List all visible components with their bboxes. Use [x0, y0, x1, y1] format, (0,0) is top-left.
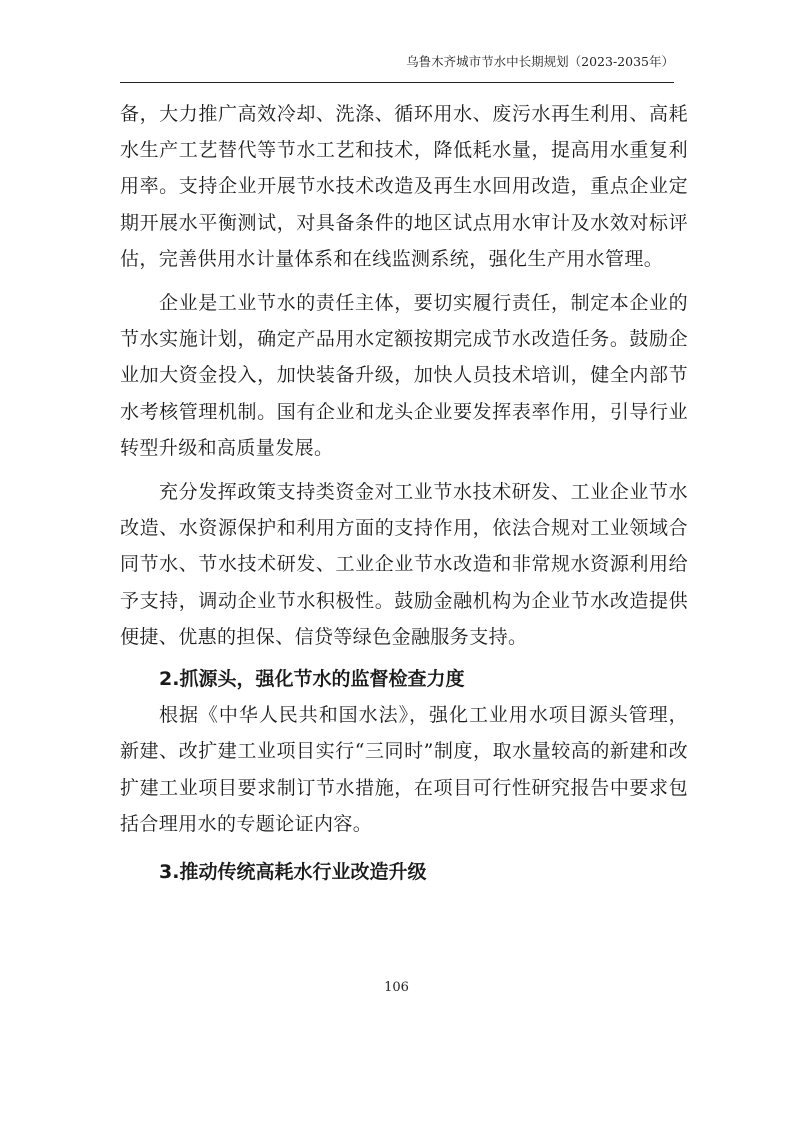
paragraph-enterprise-responsibility: 企业是工业节水的责任主体，要切实履行责任，制定本企业的节水实施计划，确定产品用水定额按期完成节水改造任务。鼓励企业加大资金投入，加快装备升级，加快人员技术培训，健全内部节水考核管理机制。国有企业和龙头企业要发挥表率作用，引导行业转型升级和高质量发展。	[120, 292, 688, 459]
page-number: 106	[384, 980, 409, 995]
paragraph-continuation: 备，大力推广高效冷却、洗涤、循环用水、废污水再生利用、高耗水生产工艺替代等节水工艺和技术，降低耗水量，提高用水重复利用率。支持企业开展节水技术改造及再生水回用改造，重点企业定期开展水平衡测试，对具备条件的地区试点用水审计及水效对标评估，完善供用水计量体系和在线监测系统，强化生产用水管理。	[120, 103, 688, 270]
section-heading-2: 2.抓源头，强化节水的监督检查力度	[159, 668, 465, 691]
section-heading-3: 3.推动传统高耗水行业改造升级	[159, 861, 427, 884]
running-title: 乌鲁木齐城市节水中长期规划（2023-2035年）	[406, 54, 674, 69]
document-body	[120, 96, 688, 890]
paragraph-water-law: 根据《中华人民共和国水法》，强化工业用水项目源头管理，新建、改扩建工业项目实行“三同时”制度，取水量较高的新建和改扩建工业项目要求制订节水措施，在项目可行性研究报告中要求包括合理用水的专题论证内容。	[120, 704, 688, 835]
paragraph-policy-funding: 充分发挥政策支持类资金对工业节水技术研发、工业企业节水改造、水资源保护和利用方面的支持作用，依法合规对工业领域合同节水、节水技术研发、工业企业节水改造和非常规水资源利用给予支持，调动企业节水积极性。鼓励金融机构为企业节水改造提供便捷、优惠的担保、信贷等绿色金融服务支持。	[120, 481, 688, 648]
running-header	[120, 50, 674, 83]
